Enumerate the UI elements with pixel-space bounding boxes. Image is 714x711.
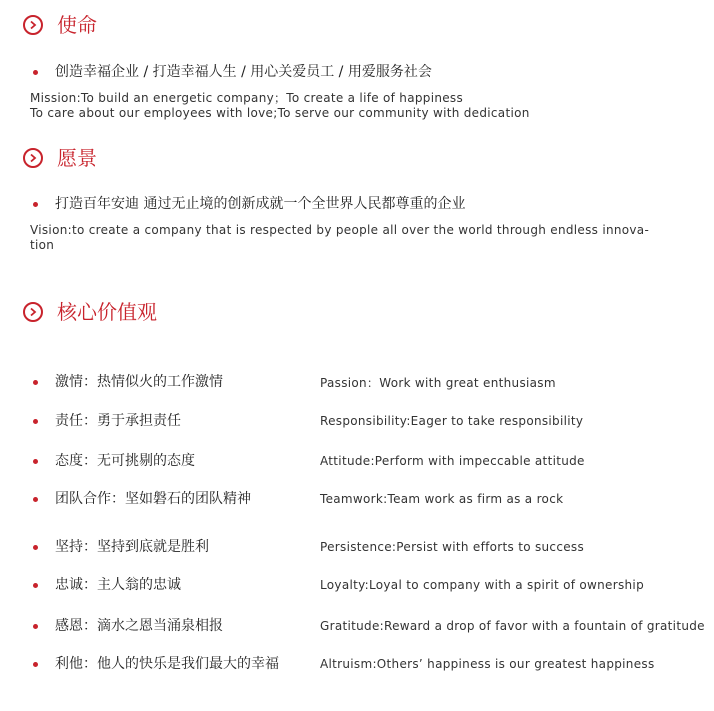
bullet-dot	[33, 624, 38, 629]
value-en: Loyalty:Loyal to company with a spirit of ownership	[320, 578, 644, 592]
vision-english-line-1: Vision:to create a company that is respected by people all over the world through endless innova-	[30, 223, 650, 237]
vision-title: 愿景	[57, 146, 97, 170]
value-row	[33, 653, 714, 675]
mission-english-line-1: Mission:To build an energetic company；To create a life of happiness	[30, 91, 464, 105]
core-values-title: 核心价值观	[57, 300, 157, 324]
value-en: Gratitude:Reward a drop of favor with a fountain of gratitude	[320, 619, 705, 633]
mission-bullet	[33, 62, 432, 82]
vision-english-line-2: tion	[30, 238, 55, 252]
value-row	[33, 410, 714, 432]
value-cn: 忠诚：主人翁的忠诚	[55, 577, 181, 593]
value-cn: 利他：他人的快乐是我们最大的幸福	[55, 656, 279, 672]
bullet-dot	[33, 497, 38, 502]
value-cn: 坚持：坚持到底就是胜利	[55, 539, 209, 555]
value-en: Persistence:Persist with efforts to success	[320, 540, 585, 554]
value-row	[33, 536, 714, 558]
core-values-heading	[23, 300, 157, 324]
value-en: Teamwork:Team work as firm as a rock	[320, 492, 564, 506]
vision-heading	[23, 146, 97, 170]
value-en: Passion：Work with great enthusiasm	[320, 375, 556, 390]
value-cn: 感恩：滴水之恩当涌泉相报	[55, 618, 223, 634]
bullet-dot	[33, 459, 38, 464]
bullet-dot	[33, 419, 38, 424]
value-row	[33, 371, 714, 393]
mission-heading	[23, 13, 97, 37]
chevron-circle-icon	[23, 302, 43, 322]
value-cn: 责任：勇于承担责任	[55, 413, 181, 429]
value-row	[33, 450, 714, 472]
mission-title: 使命	[57, 13, 97, 37]
chevron-circle-icon	[23, 15, 43, 35]
bullet-dot	[33, 380, 38, 385]
value-en: Attitude:Perform with impeccable attitude	[320, 454, 585, 468]
value-row	[33, 488, 714, 510]
value-cn: 团队合作：坚如磐石的团队精神	[55, 491, 251, 507]
mission-english-line-2: To care about our employees with love;To serve our community with dedication	[30, 106, 530, 120]
bullet-dot	[33, 202, 38, 207]
mission-statement-cn: 创造幸福企业 / 打造幸福人生 / 用心关爱员工 / 用爱服务社会	[55, 64, 432, 80]
vision-statement-cn: 打造百年安迪 通过无止境的创新成就一个全世界人民都尊重的企业	[55, 196, 466, 212]
value-row	[33, 574, 714, 596]
bullet-dot	[33, 70, 38, 75]
bullet-dot	[33, 662, 38, 667]
chevron-circle-icon	[23, 148, 43, 168]
value-en: Altruism:Others’ happiness is our greatest happiness	[320, 657, 655, 671]
value-row	[33, 615, 714, 637]
value-en: Responsibility:Eager to take responsibility	[320, 414, 584, 428]
value-cn: 态度：无可挑剔的态度	[55, 453, 195, 469]
value-cn: 激情：热情似火的工作激情	[55, 374, 223, 390]
bullet-dot	[33, 545, 38, 550]
bullet-dot	[33, 583, 38, 588]
vision-bullet	[33, 194, 465, 214]
